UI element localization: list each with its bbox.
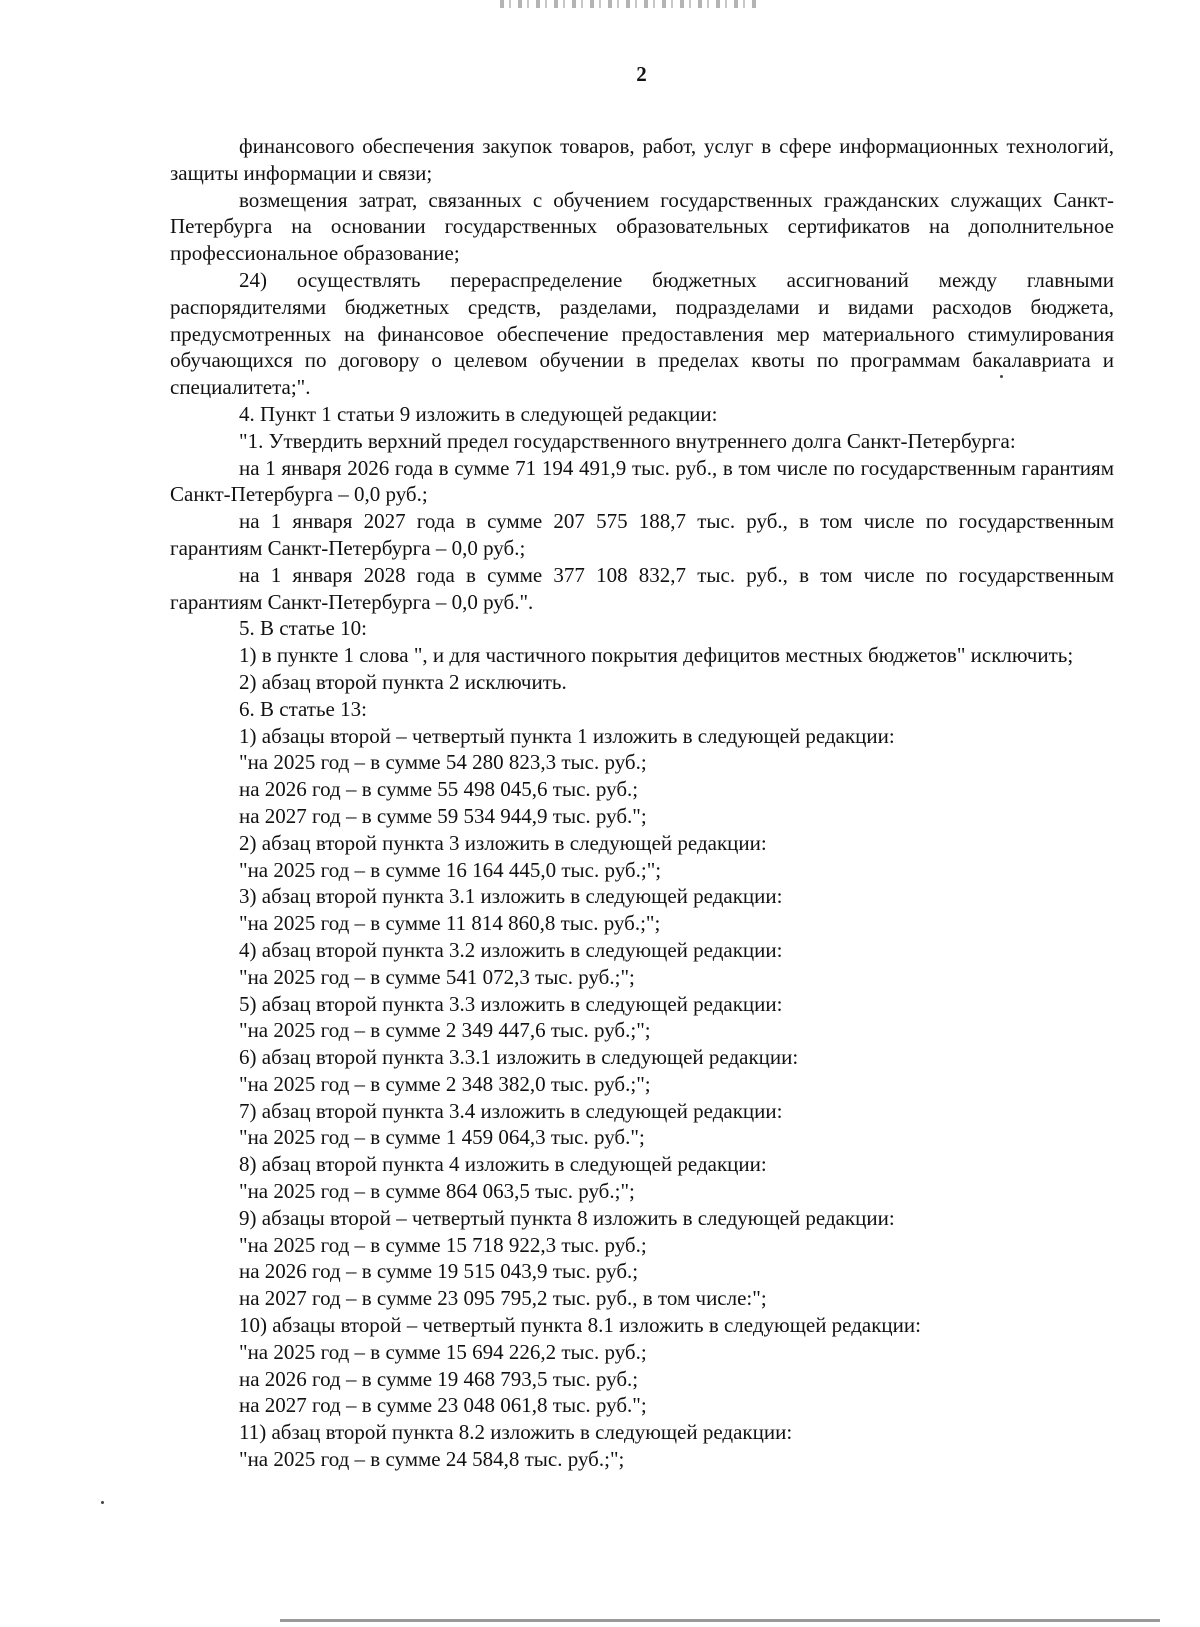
paragraph: на 1 января 2026 года в сумме 71 194 491,9 тыс. руб., в том числе по государственным гарантиям Санкт-Петербурга – 0,0 руб.;: [170, 455, 1114, 507]
paragraph: 10) абзацы второй – четвертый пункта 8.1 изложить в следующей редакции:: [239, 1313, 921, 1338]
paragraph: "1. Утвердить верхний предел государственного внутреннего долга Санкт-Петербурга:: [239, 428, 1016, 453]
paragraph: "на 2025 год – в сумме 2 349 447,6 тыс. руб.;";: [239, 1018, 651, 1043]
paragraph: 1) абзацы второй – четвертый пункта 1 изложить в следующей редакции:: [239, 723, 895, 748]
scan-artifact-bottom: [280, 1619, 1160, 1622]
paragraph: финансового обеспечения закупок товаров, работ, услуг в сфере информационных технологий, защиты информации и связи;: [170, 134, 1114, 185]
paragraph: "на 2025 год – в сумме 541 072,3 тыс. руб.;";: [239, 964, 635, 989]
paragraph: 7) абзац второй пункта 3.4 изложить в следующей редакции:: [239, 1098, 783, 1123]
paragraph: 4) абзац второй пункта 3.2 изложить в следующей редакции:: [239, 937, 783, 962]
paragraph: возмещения затрат, связанных с обучением государственных гражданских служащих Санкт-Петербурга на основании государственных образовательных сертификатов на дополнительное профессиональное образование;: [170, 187, 1114, 266]
document-body: [170, 133, 1114, 1473]
paragraph: "на 2025 год – в сумме 24 584,8 тыс. руб.;";: [239, 1447, 625, 1472]
paragraph: 5. В статье 10:: [239, 616, 367, 641]
scan-artifact-top: [500, 0, 760, 8]
paragraph: 3) абзац второй пункта 3.1 изложить в следующей редакции:: [239, 884, 783, 909]
paragraph: "на 2025 год – в сумме 1 459 064,3 тыс. руб.";: [239, 1125, 645, 1150]
paragraph: 11) абзац второй пункта 8.2 изложить в следующей редакции:: [239, 1420, 793, 1445]
paragraph: на 1 января 2028 года в сумме 377 108 832,7 тыс. руб., в том числе по государственным гарантиям Санкт-Петербурга – 0,0 руб.".: [170, 562, 1114, 614]
paragraph: 4. Пункт 1 статьи 9 изложить в следующей редакции:: [239, 401, 718, 426]
paragraph: 9) абзацы второй – четвертый пункта 8 изложить в следующей редакции:: [239, 1205, 895, 1230]
paragraph: "на 2025 год – в сумме 54 280 823,3 тыс. руб.;: [239, 750, 647, 775]
page-number: 2: [636, 62, 647, 86]
scan-speck: [101, 1501, 104, 1504]
paragraph: на 2026 год – в сумме 19 515 043,9 тыс. руб.;: [239, 1259, 639, 1284]
paragraph: "на 2025 год – в сумме 864 063,5 тыс. руб.;";: [239, 1179, 635, 1204]
paragraph: на 2027 год – в сумме 59 534 944,9 тыс. руб.";: [239, 803, 647, 828]
paragraph: 6) абзац второй пункта 3.3.1 изложить в следующей редакции:: [239, 1045, 799, 1070]
paragraph: 2) абзац второй пункта 2 исключить.: [239, 669, 567, 694]
paragraph: "на 2025 год – в сумме 15 694 226,2 тыс. руб.;: [239, 1339, 647, 1364]
paragraph: 6. В статье 13:: [239, 696, 367, 721]
paragraph: "на 2025 год – в сумме 11 814 860,8 тыс. руб.;";: [239, 911, 661, 936]
paragraph: 2) абзац второй пункта 3 изложить в следующей редакции:: [239, 830, 767, 855]
paragraph: на 2027 год – в сумме 23 095 795,2 тыс. руб., в том числе:";: [239, 1286, 767, 1311]
paragraph: 5) абзац второй пункта 3.3 изложить в следующей редакции:: [239, 991, 783, 1016]
paragraph: "на 2025 год – в сумме 2 348 382,0 тыс. руб.;";: [239, 1071, 651, 1096]
paragraph: на 2026 год – в сумме 55 498 045,6 тыс. руб.;: [239, 777, 639, 802]
paragraph: на 1 января 2027 года в сумме 207 575 188,7 тыс. руб., в том числе по государственным гарантиям Санкт-Петербурга – 0,0 руб.;: [170, 509, 1114, 560]
paragraph: "на 2025 год – в сумме 16 164 445,0 тыс. руб.;";: [239, 857, 662, 882]
paragraph: 1) в пункте 1 слова ", и для частичного покрытия дефицитов местных бюджетов" исключить;: [239, 643, 1074, 668]
paragraph: на 2026 год – в сумме 19 468 793,5 тыс. руб.;: [239, 1366, 639, 1391]
paragraph: "на 2025 год – в сумме 15 718 922,3 тыс. руб.;: [239, 1232, 647, 1257]
paragraph: на 2027 год – в сумме 23 048 061,8 тыс. руб.";: [239, 1393, 647, 1418]
paragraph: 24) осуществлять перераспределение бюджетных ассигнований между главными распорядителями бюджетных средств, разделами, подразделами и видами расходов бюджета, предусмотренных на финансовое обеспечение предоставления мер материального стимулирования обучающихся по договору о целевом обучении в пределах квоты по программам бакалавриата и специалитета;".: [170, 267, 1114, 400]
paragraph: 8) абзац второй пункта 4 изложить в следующей редакции:: [239, 1152, 767, 1177]
